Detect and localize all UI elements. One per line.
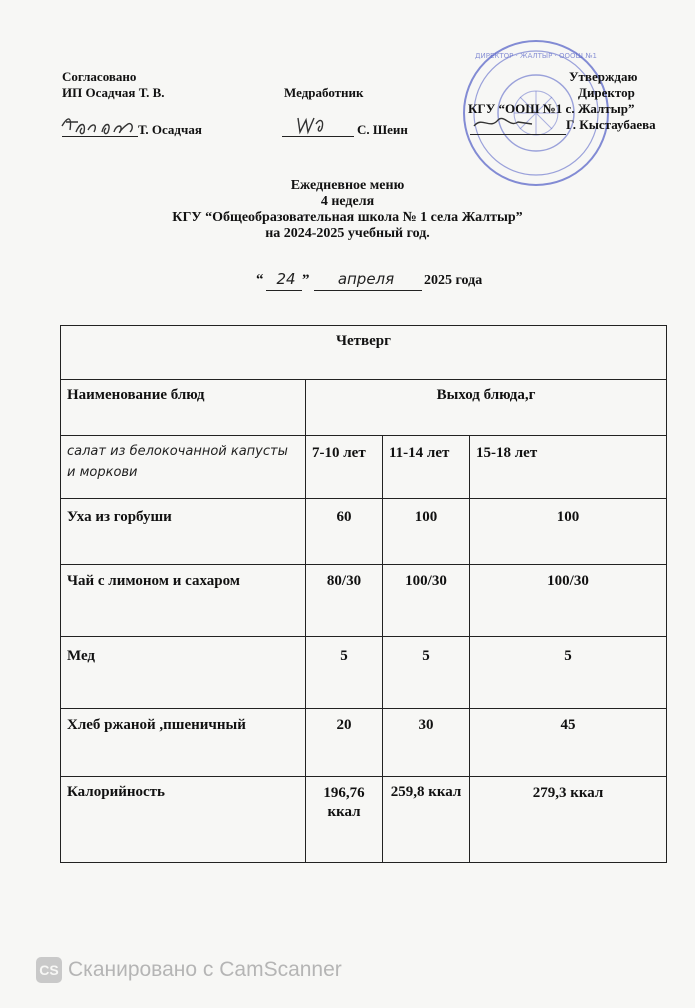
age-group-7-10: 7-10 лет	[306, 436, 383, 499]
dish-value: 20	[306, 709, 383, 777]
calories-value: 259,8 ккал	[383, 777, 470, 863]
calories-label: Калорийность	[61, 777, 306, 863]
dish-value: 30	[383, 709, 470, 777]
date-day-line	[266, 290, 302, 291]
approval-middle-label: Медработник	[284, 85, 364, 100]
camscanner-logo-icon: CS	[36, 957, 62, 983]
camscanner-watermark	[36, 955, 342, 985]
date-month: апреля	[337, 270, 395, 288]
dish-value: 60	[306, 499, 383, 565]
dish-value: 100	[383, 499, 470, 565]
dish-name: Уха из горбуши	[61, 499, 306, 565]
approval-left-name: Т. Осадчая	[138, 122, 202, 137]
stamp-text: ДИРЕКТОР · ЖАЛТЫР · ОООШ №1	[475, 52, 597, 60]
age-group-11-14: 11-14 лет	[383, 436, 470, 499]
title-line-1: Ежедневное меню	[290, 178, 405, 193]
signature-line-middle	[282, 136, 354, 137]
date-month-line	[314, 290, 422, 291]
date-open-quote: “	[256, 272, 264, 288]
day-header: Четверг	[61, 326, 667, 380]
approval-right-title: Директор	[578, 85, 635, 100]
dish-handwritten-salad: салат из белокочанной капусты и моркови	[61, 436, 306, 499]
approval-right-org: КГУ “ООШ №1 с. Жалтыр”	[468, 101, 635, 116]
dish-name: Чай с лимоном и сахаром	[61, 565, 306, 637]
approval-right-label: Утверждаю	[569, 69, 638, 84]
approval-left-person: ИП Осадчая Т. В.	[62, 85, 165, 100]
date-year: 2025 года	[424, 273, 483, 288]
title-line-4: на 2024-2025 учебный год.	[265, 226, 430, 241]
signature-line-left	[62, 136, 138, 137]
dish-value: 100/30	[470, 565, 667, 637]
signature-kystaubaeva	[470, 112, 540, 134]
dish-name: Хлеб ржаной ,пшеничный	[61, 709, 306, 777]
camscanner-text: Сканировано с CamScanner	[68, 958, 342, 981]
dish-name: Мед	[61, 637, 306, 709]
date-day: 24	[276, 270, 296, 288]
col-header-name: Наименование блюд	[61, 380, 306, 436]
approval-right-name: Г. Кыстаубаева	[566, 117, 656, 132]
approval-left-label: Согласовано	[62, 69, 137, 84]
signature-line-right	[470, 134, 566, 135]
age-group-15-18: 15-18 лет	[470, 436, 667, 499]
col-header-output: Выход блюда,г	[306, 380, 667, 436]
calories-value: 279,3 ккал	[470, 777, 667, 863]
signature-osadchaya	[58, 110, 140, 146]
approval-middle-name: С. Шеин	[357, 122, 408, 137]
dish-value: 80/30	[306, 565, 383, 637]
dish-value: 5	[306, 637, 383, 709]
dish-value: 5	[383, 637, 470, 709]
date-close-quote: ”	[302, 272, 310, 288]
title-line-2: 4 неделя	[320, 194, 375, 209]
dish-value: 100/30	[383, 565, 470, 637]
calories-value: 196,76 ккал	[306, 777, 383, 863]
dish-value: 100	[470, 499, 667, 565]
dish-value: 5	[470, 637, 667, 709]
dish-value: 45	[470, 709, 667, 777]
title-line-3: КГУ “Общеобразовательная школа № 1 села Жалтыр”	[172, 210, 523, 225]
signature-shein	[294, 110, 344, 138]
menu-table	[60, 325, 667, 863]
